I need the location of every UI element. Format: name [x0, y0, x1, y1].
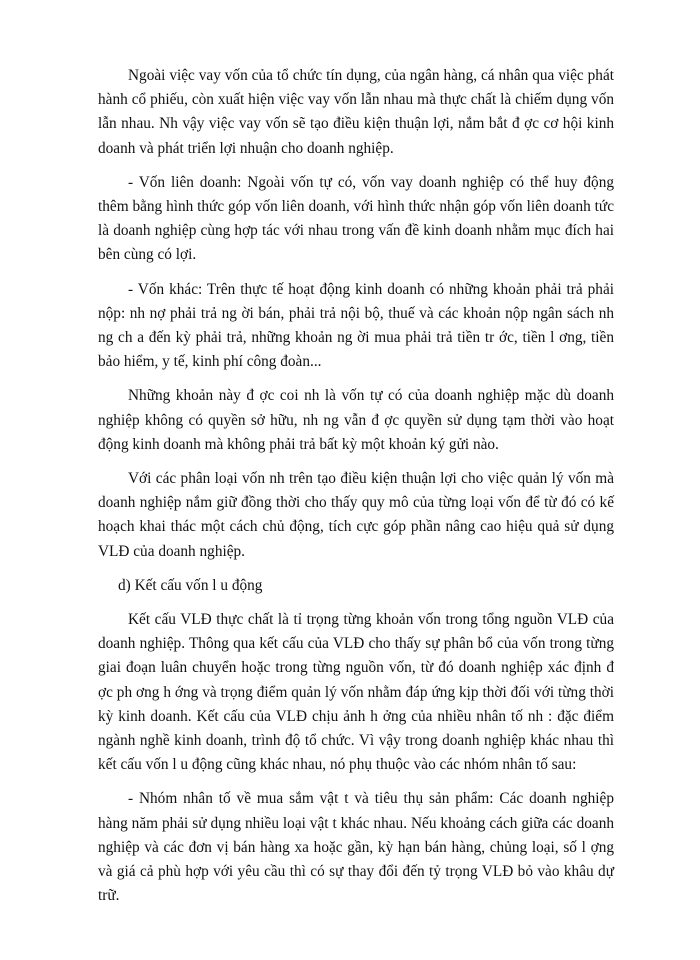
- section-heading-working-capital-structure: d) Kết cấu vốn l u động: [118, 576, 263, 594]
- paragraph-working-capital-structure: Kết cấu VLĐ thực chất là tỉ trọng từng khoản vốn trong tổng nguồn VLĐ của doanh nghiệp. Thông qua kết cấu của VLĐ cho thấy sự phân bổ của vốn trong từng giai đoạn luân chuyển hoặc trong từng nguồn vốn, từ đó doanh nghiệp xác định đ ợc ph ơng h ớng và trọng điểm quản lý vốn nhằm đáp ứng kịp thời đối với từng thời kỳ kinh doanh. Kết cấu của VLĐ chịu ảnh h ởng của nhiều nhân tố nh : đặc điểm ngành nghề kinh doanh, trình độ tổ chức. Vì vậy trong doanh nghiệp khác nhau thì kết cấu vốn l u động cũng khác nhau, nó phụ thuộc vào các nhóm nhân tố sau:: [98, 611, 614, 774]
- paragraph-borrowing: Ngoài việc vay vốn của tổ chức tín dụng, của ngân hàng, cá nhân qua việc phát hành cổ phiếu, còn xuất hiện việc vay vốn lẫn nhau mà thực chất là chiếm dụng vốn lẫn nhau. Nh vậy việc vay vốn sẽ tạo điều kiện thuận lợi, nắm bắt đ ợc cơ hội kinh doanh và phát triển lợi nhuận cho doanh nghiệp.: [98, 67, 614, 157]
- paragraph-other-capital: - Vốn khác: Trên thực tế hoạt động kinh doanh có những khoản phải trả phải nộp: nh nợ phải trả ng ời bán, phải trả nội bộ, thuế và các khoản nộp ngân sách nh ng ch a đến kỳ phải trả, những khoản ng ời mua phải trả tiền tr ớc, tiền l ơng, tiền bảo hiểm, y tế, kinh phí công đoàn...: [98, 280, 614, 371]
- paragraph-considered-own-capital: Những khoản này đ ợc coi nh là vốn tự có của doanh nghiệp mặc dù doanh nghiệp không có quyền sở hữu, nh ng vẫn đ ợc quyền sử dụng tạm thời vào hoạt động kinh doanh mà không phải trả bất kỳ một khoản ký gửi nào.: [98, 387, 614, 453]
- paragraph-procurement-factors: - Nhóm nhân tố về mua sắm vật t và tiêu thụ sản phẩm: Các doanh nghiệp hàng năm phải sử dụng nhiều loại vật t khác nhau. Nếu khoảng cách giữa các doanh nghiệp và các đơn vị bán hàng xa hoặc gần, kỳ hạn bán hàng, chủng loại, số l ợng và giá cả phù hợp với yêu cầu thì có sự thay đổi đến tỷ trọng VLĐ bỏ vào khâu dự trữ.: [98, 790, 614, 905]
- paragraph-classification-benefit: Với các phân loại vốn nh trên tạo điều kiện thuận lợi cho việc quản lý vốn mà doanh nghiệp nắm giữ đồng thời cho thấy quy mô của từng loại vốn để từ đó có kế hoạch khai thác một cách chủ động, tích cực góp phần nâng cao hiệu quả sử dụng VLĐ của doanh nghiệp.: [98, 470, 614, 560]
- document-body: [98, 64, 614, 919]
- paragraph-joint-venture-capital: - Vốn liên doanh: Ngoài vốn tự có, vốn vay doanh nghiệp có thể huy động thêm bằng hình thức góp vốn liên doanh, với hình thức nhận góp vốn liên doanh tức là doanh nghiệp cùng hợp tác với nhau trong vấn đề kinh doanh nhằm mục đích hai bên cùng có lợi.: [98, 173, 614, 264]
